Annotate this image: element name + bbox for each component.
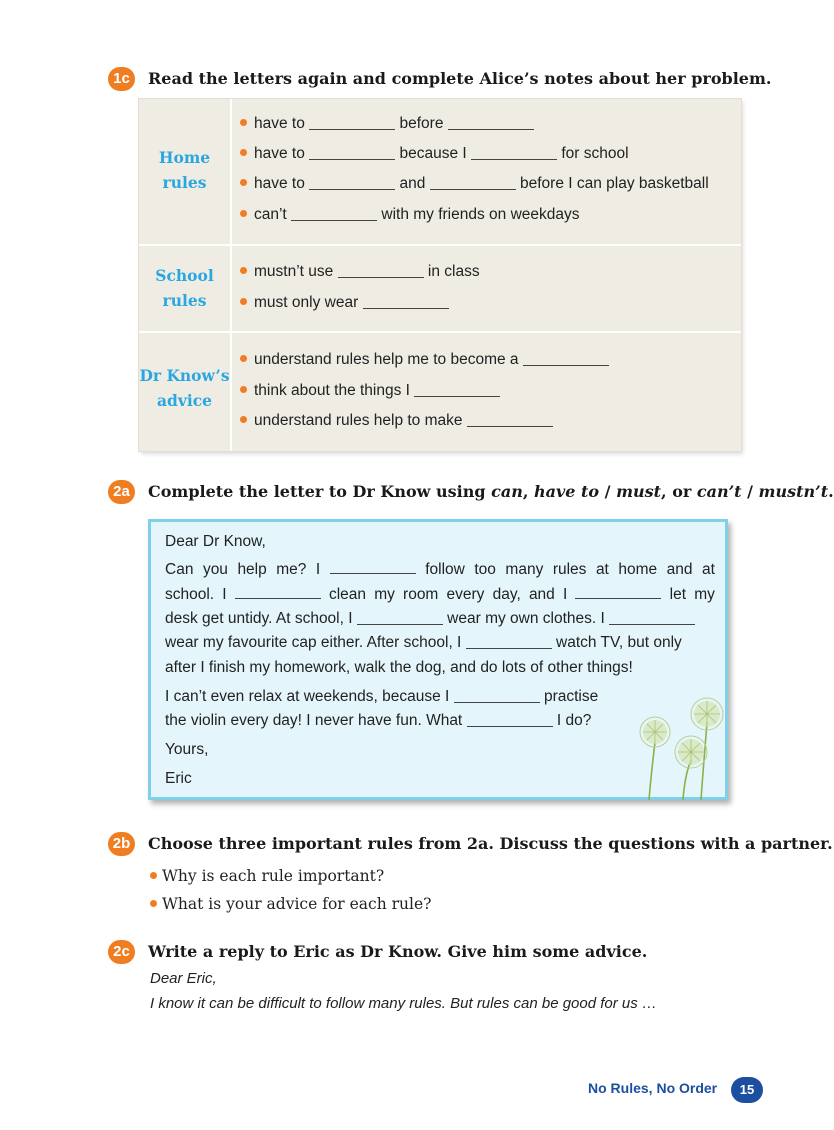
- letter-word: I: [222, 586, 227, 603]
- letter-signature: Eric: [165, 770, 192, 787]
- letter-line: [165, 585, 715, 605]
- letter-word: and: [666, 561, 693, 578]
- question-item: Why is each rule important?: [150, 867, 384, 885]
- letter-word: clean: [328, 586, 367, 603]
- note-item: think about the things I: [240, 381, 500, 401]
- bullet-icon: [240, 119, 247, 126]
- letter-line: after I finish my homework, walk the dog, and do lots of other things!: [165, 659, 633, 676]
- bullet-icon: [150, 872, 157, 879]
- letter-word: room: [403, 586, 439, 603]
- letter-word: I: [562, 586, 568, 603]
- instruction-1c: Read the letters again and complete Alice’s notes about her problem.: [148, 69, 772, 88]
- letter-line: the violin every day! I never have fun. What I do?: [165, 712, 592, 729]
- letter-line: I can’t even relax at weekends, because I practise: [165, 688, 599, 705]
- note-item: understand rules help me to become a: [240, 350, 609, 370]
- letter-word: every: [446, 586, 485, 603]
- note-item: have to before: [240, 114, 534, 134]
- instruction-2a: Complete the letter to Dr Know using can, have to / must, or can’t / mustn’t.: [148, 482, 834, 501]
- exercise-badge-1c: 1c: [108, 67, 135, 91]
- dandelion-illustration: [621, 690, 731, 800]
- letter-word: school.: [165, 586, 215, 603]
- letter-line: desk get untidy. At school, I wear my own clothes. I: [165, 609, 695, 629]
- bullet-icon: [240, 149, 247, 156]
- letter-word: my: [374, 586, 395, 603]
- note-item: can’t with my friends on weekdays: [240, 205, 580, 225]
- bullet-icon: [240, 355, 247, 362]
- letter-word: at: [595, 561, 609, 578]
- bullet-icon: [240, 210, 247, 217]
- note-item: mustn’t use in class: [240, 262, 480, 282]
- answer-blank: [235, 585, 321, 599]
- letter-to-dr-know: [148, 519, 728, 800]
- page-number: 15: [731, 1077, 763, 1103]
- letter-word: me?: [276, 561, 307, 578]
- answer-blank: [575, 585, 661, 599]
- notes-row-divider: [139, 331, 741, 333]
- reply-opening-line: I know it can be difficult to follow many rules. But rules can be good for us …: [150, 995, 657, 1012]
- bullet-icon: [240, 298, 247, 305]
- note-item: understand rules help to make: [240, 411, 553, 431]
- letter-closing: Yours,: [165, 741, 209, 758]
- answer-blank: [330, 560, 416, 574]
- letter-line: [165, 560, 715, 580]
- instruction-2c: Write a reply to Eric as Dr Know. Give him some advice.: [148, 942, 648, 961]
- notes-row-divider: [139, 244, 741, 246]
- exercise-badge-2a: 2a: [108, 480, 135, 504]
- label-school-rules: School rules: [155, 266, 214, 310]
- note-item: must only wear: [240, 293, 449, 313]
- notes-table: [139, 99, 741, 451]
- question-item: What is your advice for each rule?: [150, 895, 431, 913]
- bullet-icon: [240, 267, 247, 274]
- letter-word: at: [702, 561, 715, 578]
- letter-word: and: [528, 586, 555, 603]
- reply-greeting: Dear Eric,: [150, 970, 217, 987]
- label-dr-knows-advice: Dr Know’s advice: [139, 366, 230, 410]
- note-item: have to because I for school: [240, 144, 629, 164]
- letter-word: you: [202, 561, 228, 578]
- bullet-icon: [240, 386, 247, 393]
- note-item: have to and before I can play basketball: [240, 174, 709, 194]
- letter-word: many: [505, 561, 544, 578]
- letter-word: day,: [492, 586, 521, 603]
- letter-word: help: [237, 561, 267, 578]
- exercise-badge-2b: 2b: [108, 832, 135, 856]
- exercise-badge-2c: 2c: [108, 940, 135, 964]
- instruction-2b: Choose three important rules from 2a. Discuss the questions with a partner.: [148, 834, 833, 853]
- footer-unit-title: No Rules, No Order: [588, 1080, 718, 1096]
- letter-word: I: [315, 561, 321, 578]
- label-home-rules: Home rules: [158, 148, 211, 192]
- letter-word: too: [474, 561, 496, 578]
- bullet-icon: [240, 416, 247, 423]
- bullet-icon: [150, 900, 157, 907]
- letter-word: Can: [165, 561, 194, 578]
- bullet-icon: [240, 179, 247, 186]
- letter-line: wear my favourite cap either. After school, I watch TV, but only: [165, 634, 682, 651]
- letter-word: let: [669, 586, 687, 603]
- letter-word: follow: [425, 561, 465, 578]
- letter-word: rules: [552, 561, 587, 578]
- letter-word: my: [694, 586, 715, 603]
- notes-column-divider: [230, 99, 232, 451]
- letter-greeting: Dear Dr Know,: [165, 533, 266, 550]
- letter-word: home: [618, 561, 658, 578]
